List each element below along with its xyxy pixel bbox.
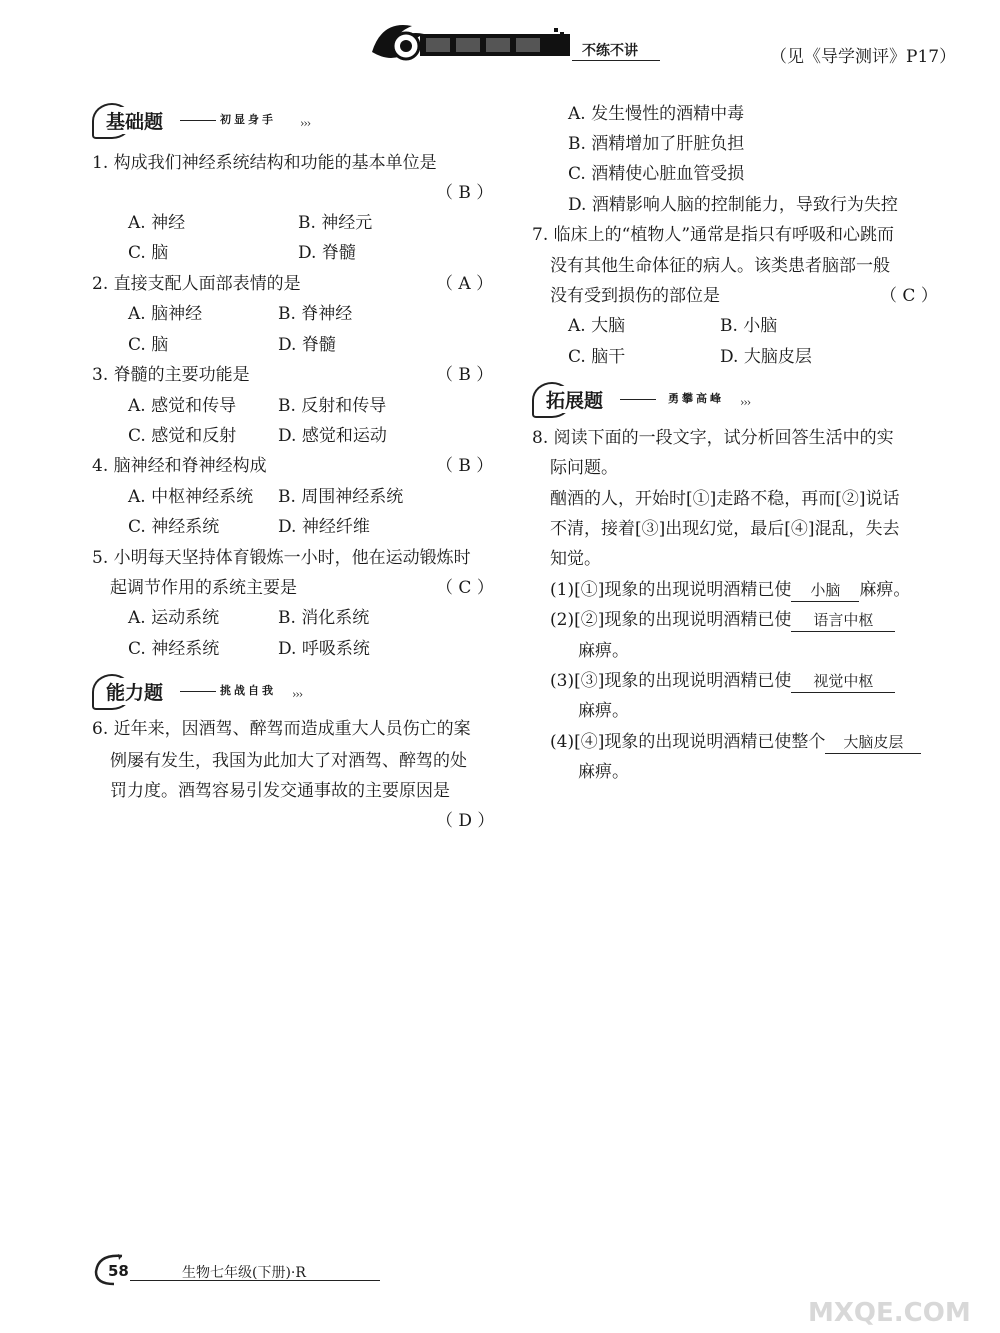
- q6-stem-line3: 罚力度。酒驾容易引发交通事故的主要原因是: [110, 781, 450, 801]
- q8-sub1: [550, 579, 910, 602]
- q8-sub2-prompt: (2)[②]现象的出现说明酒精已使: [550, 610, 792, 630]
- q1-option-b: B. 神经元: [298, 213, 373, 233]
- q7-stem-line2: 没有其他生命体征的病人。该类患者脑部一般: [550, 256, 890, 276]
- q7-answer: （ C ）: [880, 286, 938, 306]
- q3-option-b: B. 反射和传导: [278, 396, 387, 416]
- q8-sub4-prompt: (4)[④]现象的出现说明酒精已使整个: [550, 732, 826, 752]
- q1-option-d: D. 脊髓: [298, 243, 356, 263]
- q5-option-b: B. 消化系统: [278, 608, 370, 628]
- chevrons-icon: ›››: [292, 688, 303, 701]
- q3-option-a: A. 感觉和传导: [128, 396, 237, 416]
- q2-option-a: A. 脑神经: [128, 304, 203, 324]
- q5-stem-line2: 起调节作用的系统主要是: [110, 578, 297, 598]
- q4-option-c: C. 神经系统: [128, 517, 220, 537]
- q4-option-d: D. 神经纤维: [278, 517, 370, 537]
- q8-sub3: [550, 670, 895, 693]
- watermark: MXQE.COM: [808, 1298, 971, 1328]
- q8-sub4-suffix: 麻痹。: [578, 762, 629, 782]
- footer-book-title: 生物七年级(下册)·R: [182, 1265, 306, 1281]
- q6-option-b: B. 酒精增加了肝脏负担: [568, 134, 745, 154]
- header-rule: [572, 60, 660, 61]
- q8-sub4-answer: 大脑皮层: [825, 731, 921, 754]
- q7-option-a: A. 大脑: [568, 316, 626, 336]
- q7-option-d: D. 大脑皮层: [720, 347, 812, 367]
- chevrons-icon: ›››: [740, 396, 751, 409]
- q5-option-a: A. 运动系统: [128, 608, 220, 628]
- q8-sub3-answer: 视觉中枢: [791, 670, 895, 693]
- q5-option-c: C. 神经系统: [128, 639, 220, 659]
- q2-option-b: B. 脊神经: [278, 304, 353, 324]
- q4-option-a: A. 中枢神经系统: [128, 487, 254, 507]
- section-title: 基础题: [104, 107, 165, 134]
- header-logo: [362, 12, 572, 70]
- q1-answer: （ B ）: [436, 183, 494, 203]
- q2-answer: （ A ）: [436, 274, 494, 294]
- q8-sub2-suffix: 麻痹。: [578, 641, 629, 661]
- q8-passage-line1: 酗酒的人，开始时[①]走路不稳，再而[②]说话: [550, 489, 900, 509]
- chevrons-icon: ›››: [300, 117, 311, 130]
- section-subtitle: 初显身手: [220, 113, 276, 126]
- flame-logo-icon: [362, 12, 572, 70]
- q3-answer: （ B ）: [436, 365, 494, 385]
- section-subtitle: 挑战自我: [220, 684, 276, 697]
- q6-stem-line1: 6. 近年来，因酒驾、醉驾而造成重大人员伤亡的案: [92, 719, 471, 739]
- q7-option-b: B. 小脑: [720, 316, 778, 336]
- section-ability-header: [92, 674, 332, 708]
- q3-option-c: C. 感觉和反射: [128, 426, 237, 446]
- q1-option-a: A. 神经: [128, 213, 186, 233]
- q3-stem: 3. 脊髓的主要功能是: [92, 365, 250, 385]
- q8-sub2-answer: 语言中枢: [791, 609, 895, 632]
- q7-option-c: C. 脑干: [568, 347, 626, 367]
- q5-option-d: D. 呼吸系统: [278, 639, 370, 659]
- q8-sub3-prompt: (3)[③]现象的出现说明酒精已使: [550, 671, 792, 691]
- section-extension-header: [532, 382, 772, 416]
- q4-option-b: B. 周围神经系统: [278, 487, 404, 507]
- footer-page-number: 58: [108, 1262, 129, 1280]
- q3-option-d: D. 感觉和运动: [278, 426, 387, 446]
- q2-option-c: C. 脑: [128, 335, 169, 355]
- q8-sub1-answer: 小脑: [791, 579, 859, 602]
- q7-stem-line1: 7. 临床上的“植物人”通常是指只有呼吸和心跳而: [532, 225, 895, 245]
- q1-option-c: C. 脑: [128, 243, 169, 263]
- section-title: 拓展题: [544, 386, 605, 413]
- section-title: 能力题: [104, 678, 165, 705]
- section-subtitle: 勇攀高峰: [668, 392, 724, 405]
- q2-stem: 2. 直接支配人面部表情的是: [92, 274, 301, 294]
- q8-passage-line2: 不清，接着[③]出现幻觉，最后[④]混乱，失去: [550, 519, 900, 539]
- q8-sub1-suffix: 麻痹。: [859, 580, 911, 600]
- q2-option-d: D. 脊髓: [278, 335, 336, 355]
- q5-stem-line1: 5. 小明每天坚持体育锻炼一小时，他在运动锻炼时: [92, 548, 471, 568]
- q8-stem-line1: 8. 阅读下面的一段文字，试分析回答生活中的实: [532, 428, 894, 448]
- header-slogan: 不练不讲: [582, 43, 638, 59]
- section-basic-header: [92, 103, 332, 137]
- q5-answer: （ C ）: [436, 578, 494, 598]
- q8-passage-line3: 知觉。: [550, 549, 601, 569]
- header-reference: （见《导学测评》P17）: [770, 47, 957, 67]
- q8-sub2: [550, 609, 895, 632]
- q8-sub3-suffix: 麻痹。: [578, 701, 629, 721]
- q1-stem: 1. 构成我们神经系统结构和功能的基本单位是: [92, 153, 437, 173]
- q6-answer: （ D ）: [436, 811, 495, 831]
- q6-stem-line2: 例屡有发生，我国为此加大了对酒驾、醉驾的处: [110, 751, 467, 771]
- q8-stem-line2: 际问题。: [550, 458, 618, 478]
- q8-sub1-prompt: (1)[①]现象的出现说明酒精已使: [550, 580, 792, 600]
- q7-stem-line3: 没有受到损伤的部位是: [550, 286, 720, 306]
- q6-option-a: A. 发生慢性的酒精中毒: [568, 104, 745, 124]
- q8-sub4: [550, 731, 921, 754]
- q6-option-d: D. 酒精影响人脑的控制能力，导致行为失控: [568, 195, 898, 215]
- q4-answer: （ B ）: [436, 456, 494, 476]
- q6-option-c: C. 酒精使心脏血管受损: [568, 164, 745, 184]
- footer-rule: [130, 1280, 380, 1281]
- q4-stem: 4. 脑神经和脊神经构成: [92, 456, 267, 476]
